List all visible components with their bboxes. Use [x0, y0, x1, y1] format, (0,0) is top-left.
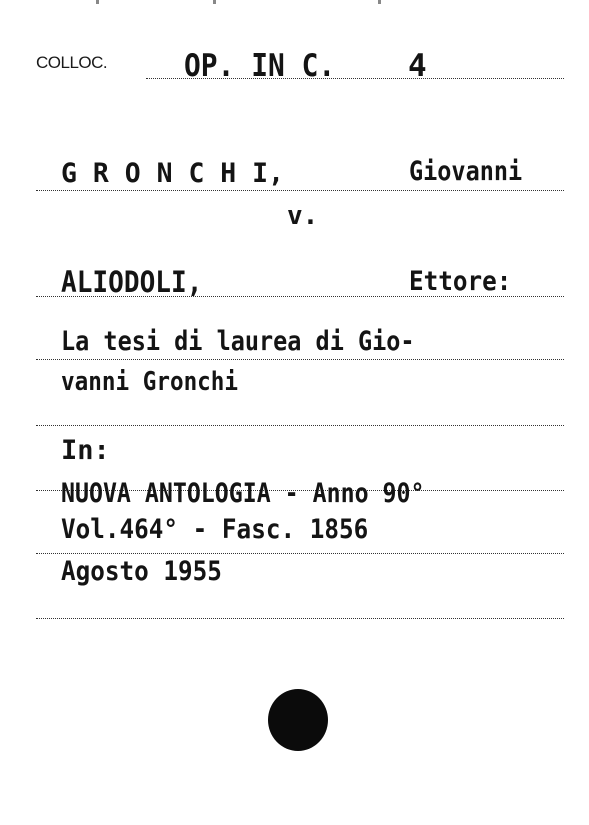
source-rule-2 — [36, 553, 564, 554]
top-edge-mark — [96, 0, 99, 4]
punch-hole — [268, 689, 328, 751]
top-edge-mark — [378, 0, 381, 4]
second-author-rule — [36, 296, 564, 297]
title-line-1: La tesi di laurea di Gio- — [61, 326, 415, 357]
colloc-label: COLLOC. — [36, 53, 108, 72]
source-line-2: Vol.464° - Fasc. 1856 — [61, 514, 369, 545]
title-rule-1 — [36, 359, 564, 360]
title-rule-2 — [36, 425, 564, 426]
source-line-3: Agosto 1955 — [61, 556, 222, 587]
in-label: In: — [61, 435, 110, 466]
second-surname: ALIODOLI, — [61, 265, 203, 299]
title-line-2: vanni Gronchi — [61, 367, 239, 397]
source-line-1: NUOVA ANTOLOGIA - Anno 90° — [61, 478, 425, 509]
versus-text: v. — [287, 201, 319, 231]
second-given: Ettore: — [409, 266, 512, 297]
author-rule — [36, 190, 564, 191]
bottom-rule — [36, 618, 564, 619]
author-surname: G R O N C H I, — [61, 158, 285, 189]
top-edge-mark — [213, 0, 216, 4]
colloc-value: OP. IN C. — [184, 48, 336, 84]
colloc-number: 4 — [408, 48, 427, 84]
author-given: Giovanni — [409, 156, 523, 187]
